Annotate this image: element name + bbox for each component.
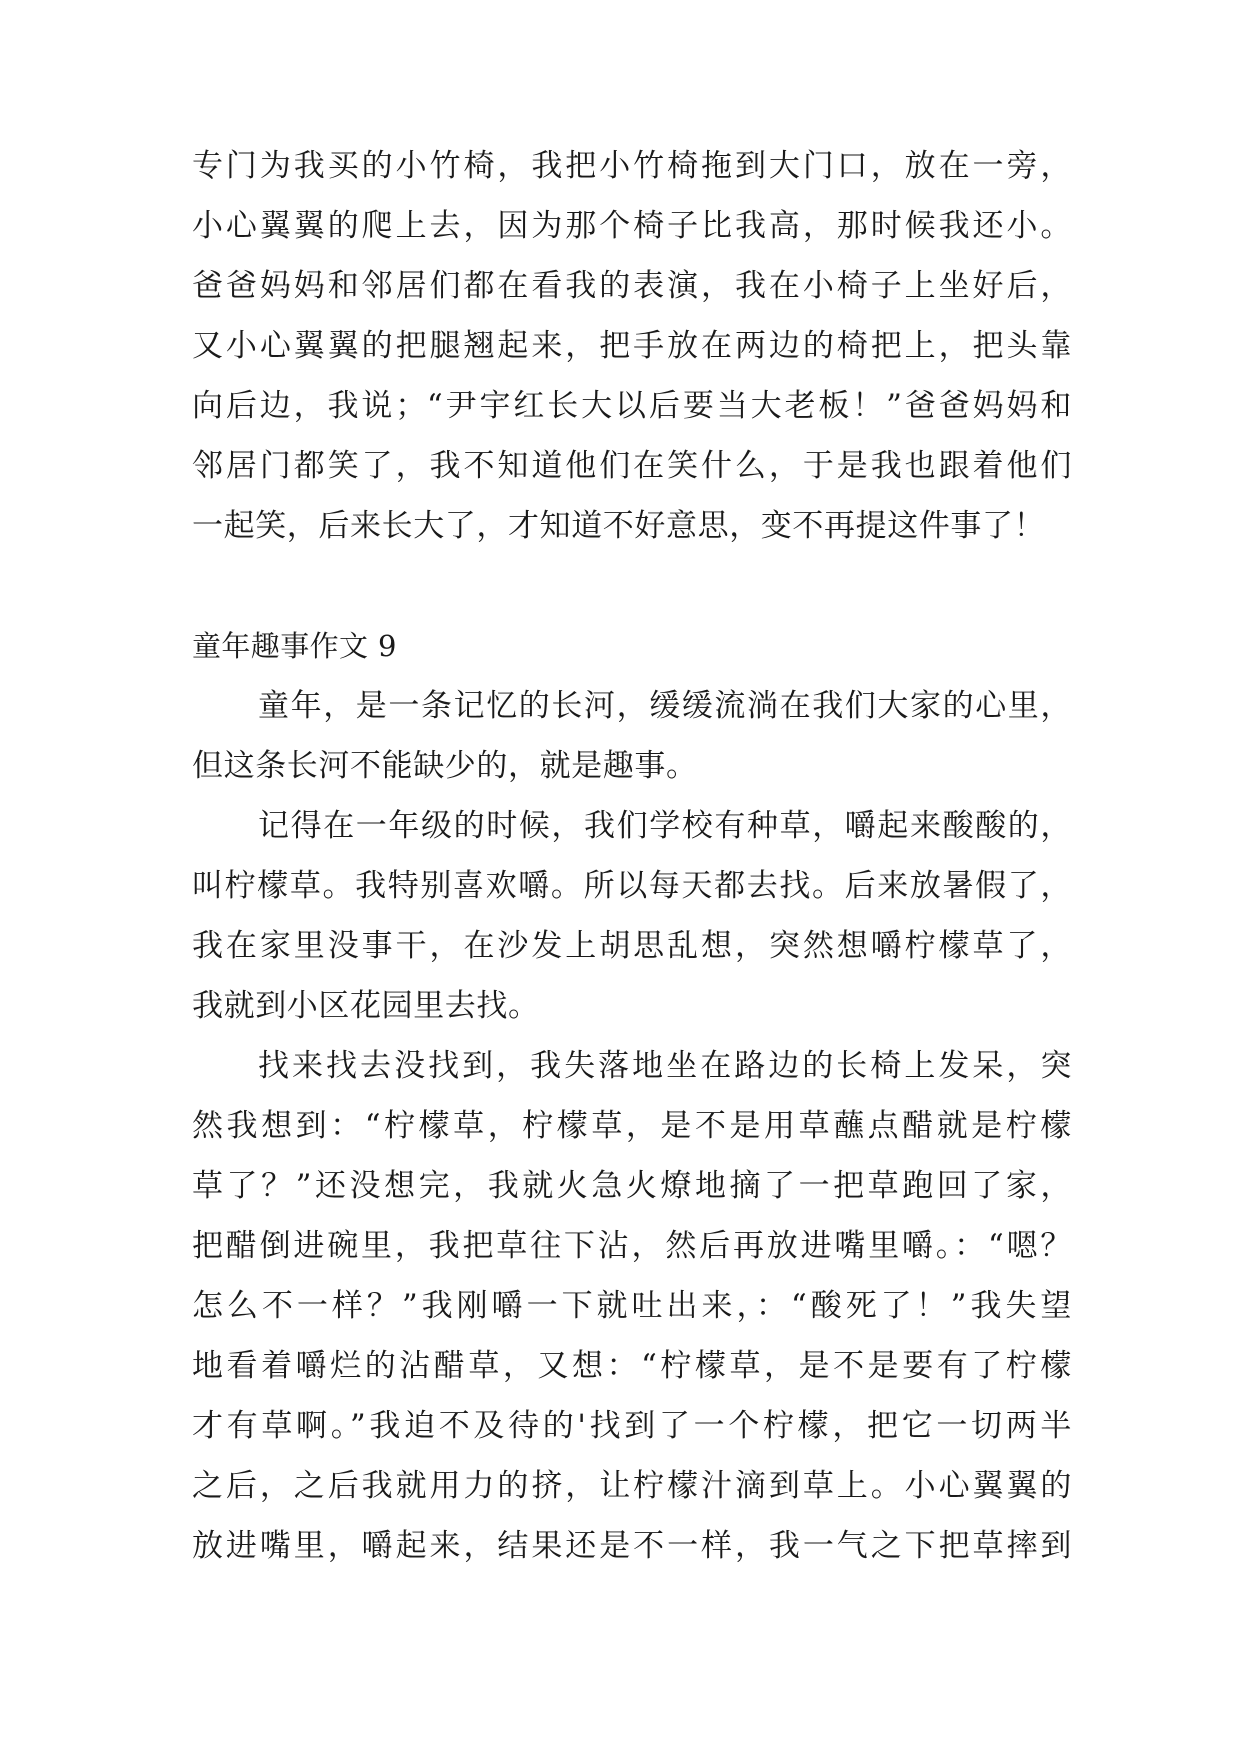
paragraph-line: 又小心翼翼的把腿翘起来，把手放在两边的椅把上，把头靠 — [192, 328, 1072, 364]
paragraph-line: 邻居门都笑了，我不知道他们在笑什么，于是我也跟着他们 — [192, 448, 1072, 484]
paragraph-line: 地看着嚼烂的沾醋草，又想：“柠檬草，是不是要有了柠檬 — [192, 1348, 1072, 1384]
paragraph-line: 把醋倒进碗里，我把草往下沾，然后再放进嘴里嚼。：“嗯？ — [192, 1228, 1072, 1264]
paragraph-line: 童年，是一条记忆的长河，缓缓流淌在我们大家的心里， — [258, 688, 1072, 724]
paragraph-line: 怎么不一样？”我刚嚼一下就吐出来，：“酸死了！”我失望 — [192, 1288, 1072, 1324]
section-heading: 童年趣事作文 9 — [192, 629, 397, 663]
paragraph-line: 找来找去没找到，我失落地坐在路边的长椅上发呆，突 — [258, 1048, 1072, 1084]
paragraph-line: 放进嘴里，嚼起来，结果还是不一样，我一气之下把草摔到 — [192, 1528, 1072, 1564]
paragraph-line: 专门为我买的小竹椅，我把小竹椅拖到大门口，放在一旁， — [192, 148, 1072, 184]
paragraph-line: 我就到小区花园里去找。 — [192, 988, 540, 1024]
paragraph-line: 然我想到：“柠檬草，柠檬草，是不是用草蘸点醋就是柠檬 — [192, 1108, 1072, 1144]
paragraph-line: 草了？”还没想完，我就火急火燎地摘了一把草跑回了家， — [192, 1168, 1072, 1204]
paragraph-line: 一起笑，后来长大了，才知道不好意思，变不再提这件事了！ — [192, 508, 1046, 544]
paragraph-line: 才有草啊。”我迫不及待的'找到了一个柠檬，把它一切两半 — [192, 1408, 1072, 1444]
paragraph-line: 记得在一年级的时候，我们学校有种草，嚼起来酸酸的， — [258, 808, 1072, 844]
paragraph-line: 之后，之后我就用力的挤，让柠檬汁滴到草上。小心翼翼的 — [192, 1468, 1072, 1504]
paragraph-line: 小心翼翼的爬上去，因为那个椅子比我高，那时候我还小。 — [192, 208, 1072, 244]
paragraph-line: 叫柠檬草。我特别喜欢嚼。所以每天都去找。后来放暑假了， — [192, 868, 1072, 904]
paragraph-line: 但这条长河不能缺少的，就是趣事。 — [192, 748, 698, 784]
paragraph-line: 爸爸妈妈和邻居们都在看我的表演，我在小椅子上坐好后， — [192, 268, 1072, 304]
paragraph-line: 我在家里没事干，在沙发上胡思乱想，突然想嚼柠檬草了， — [192, 928, 1072, 964]
paragraph-line: 向后边，我说；“尹宇红长大以后要当大老板！”爸爸妈妈和 — [192, 388, 1072, 424]
